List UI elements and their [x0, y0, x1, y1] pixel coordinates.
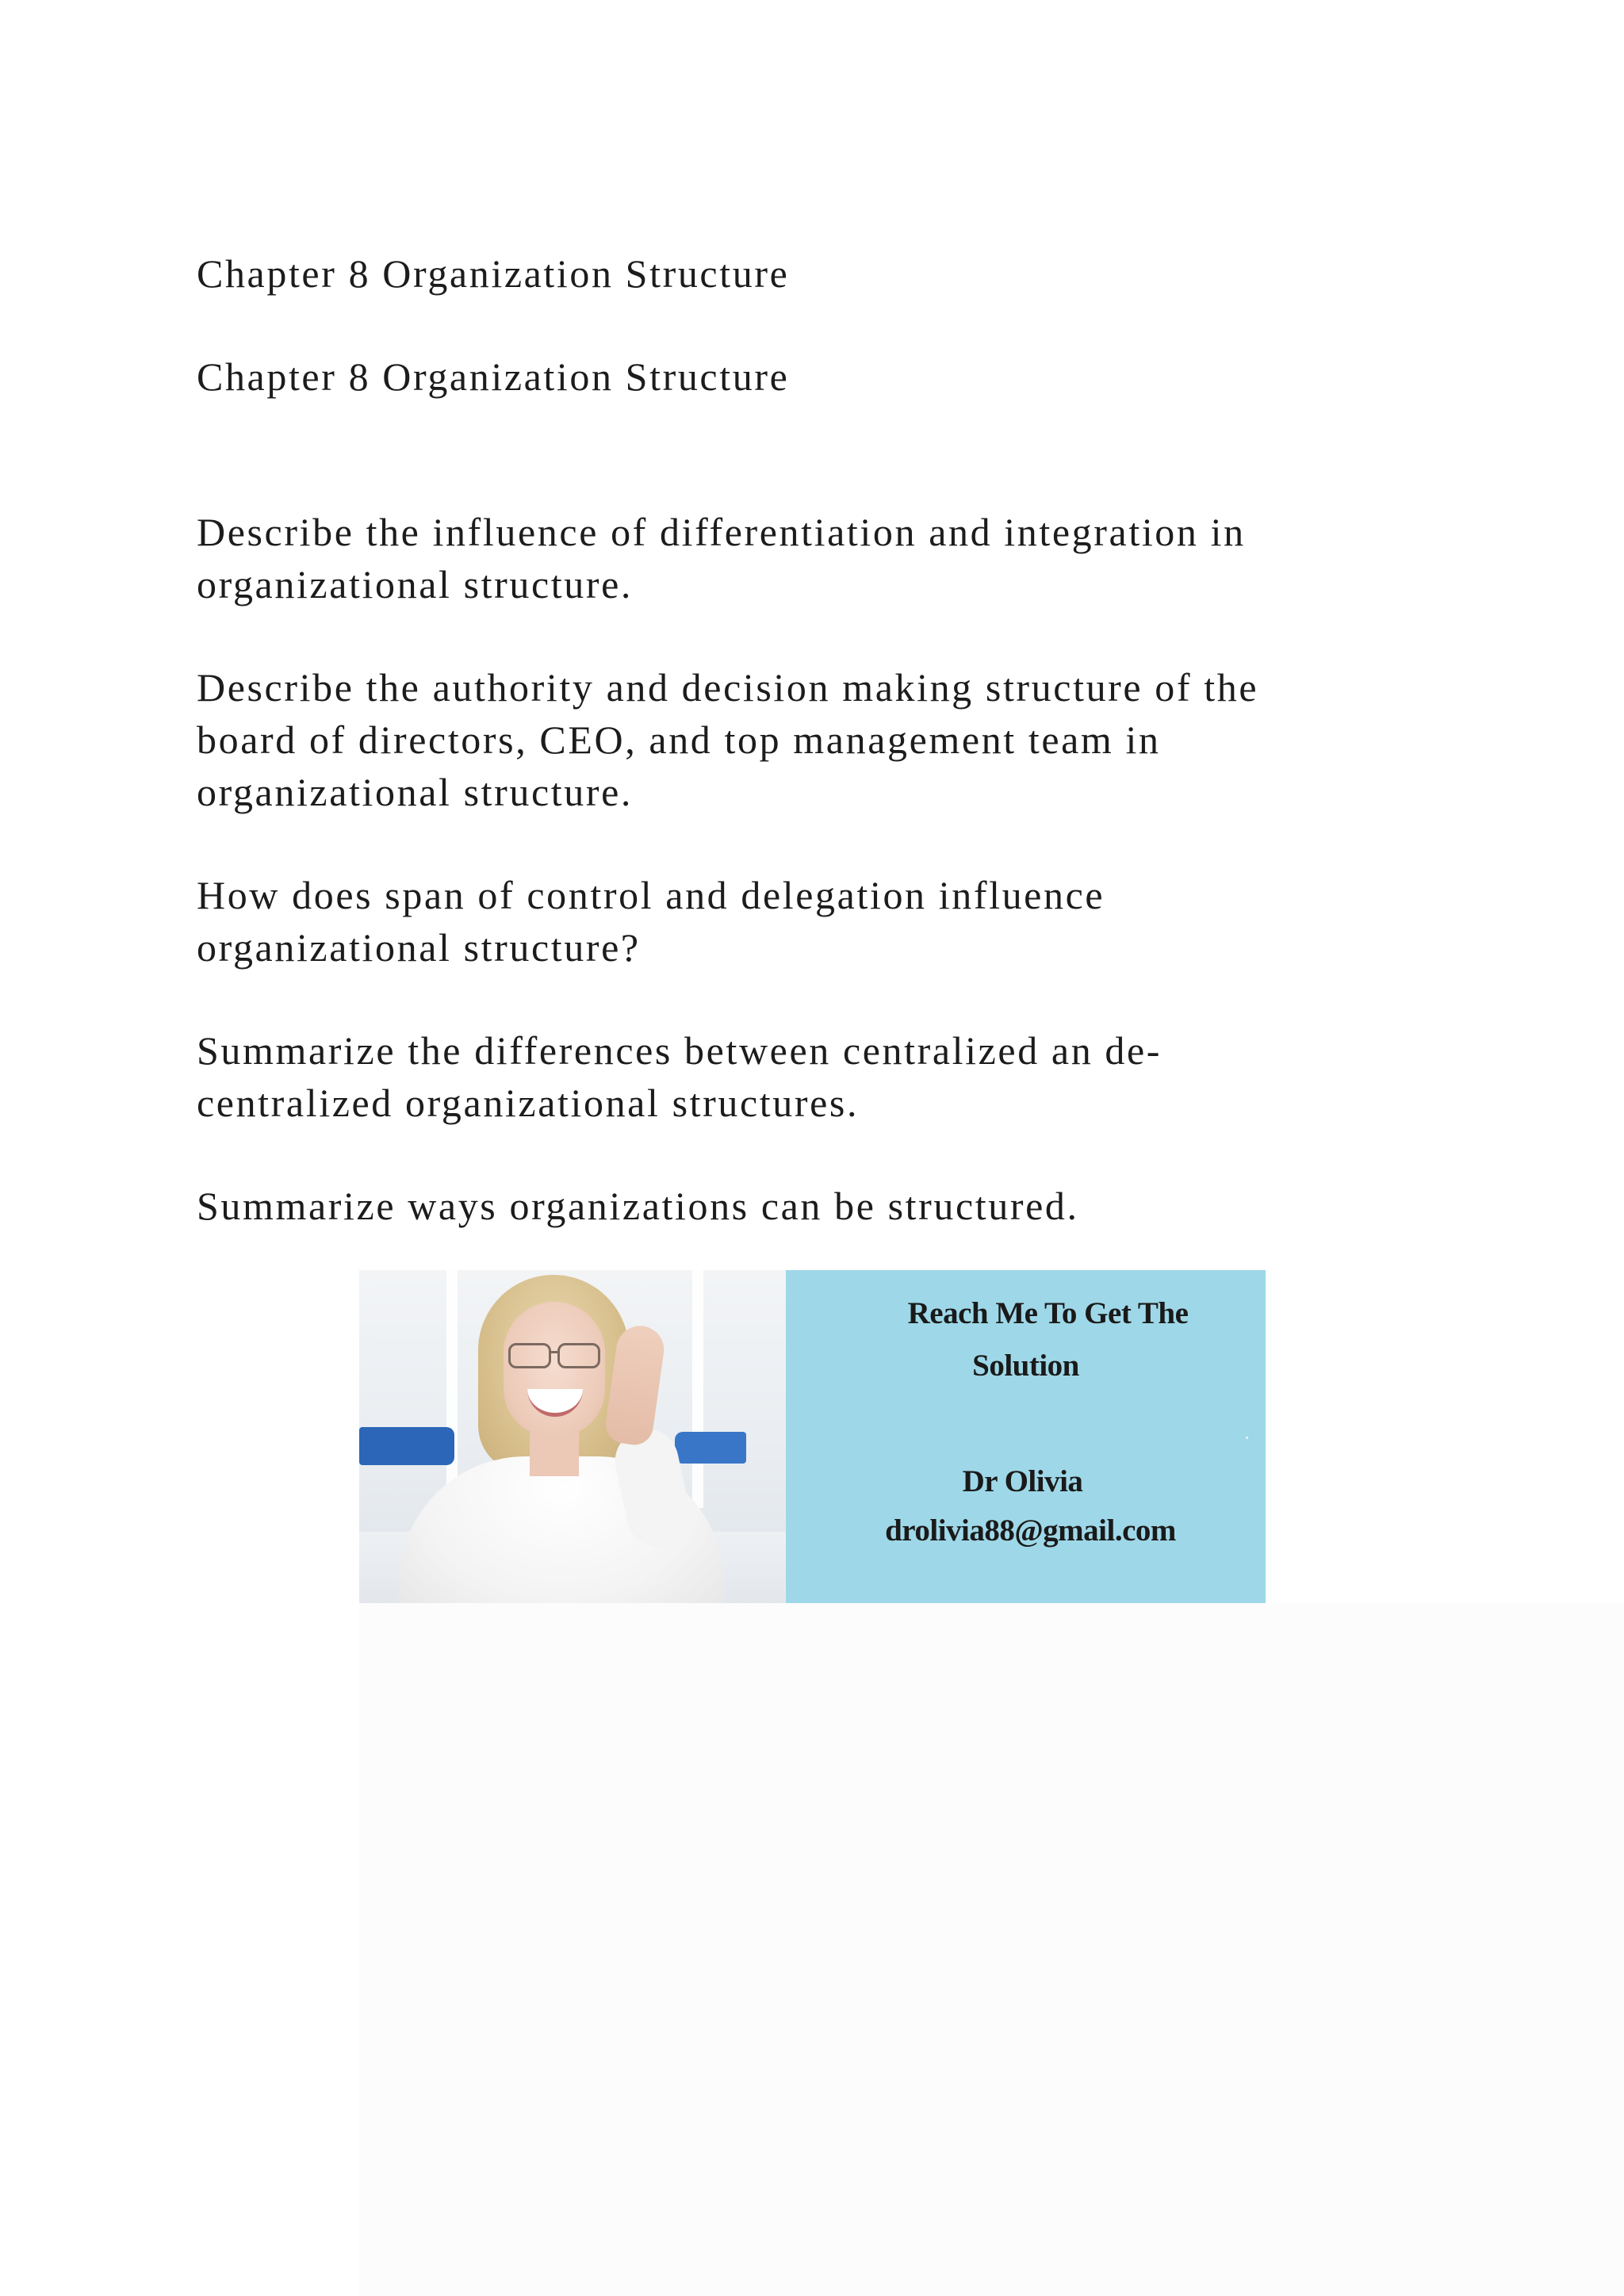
page-shade-region [359, 1603, 1624, 2296]
question-line: Describe the authority and decision making structure of the [197, 665, 1259, 710]
question-line: board of directors, CEO, and top management team in [197, 718, 1161, 762]
question-line: organizational structure. [197, 562, 634, 607]
chair-shape [675, 1432, 746, 1464]
chair-shape [359, 1427, 454, 1465]
contact-email: drolivia88@gmail.com [885, 1513, 1176, 1548]
question-line: Describe the influence of differentiation and integration in [197, 510, 1246, 554]
question-1 [197, 506, 1434, 610]
question-4 [197, 1024, 1434, 1129]
question-3 [197, 869, 1434, 974]
speck-mark [1246, 1437, 1248, 1439]
chapter-title: Chapter 8 Organization Structure [197, 251, 790, 296]
woman-photo [359, 1270, 786, 1603]
question-line: organizational structure. [197, 770, 634, 814]
question-line: centralized organizational structures. [197, 1081, 860, 1125]
window-frame [692, 1270, 703, 1508]
question-line: organizational structure? [197, 925, 641, 970]
question-2 [197, 661, 1434, 818]
question-line: Summarize the differences between centralized an de- [197, 1028, 1162, 1073]
chapter-title-repeat: Chapter 8 Organization Structure [197, 354, 790, 399]
question-5 [197, 1180, 1434, 1232]
document-body [197, 247, 1434, 1232]
contact-name: Dr Olivia [962, 1464, 1083, 1498]
contact-info-panel [786, 1270, 1266, 1603]
glasses-icon [508, 1343, 600, 1367]
window-frame [446, 1270, 458, 1508]
banner-headline-2: Solution [972, 1349, 1079, 1383]
question-line: How does span of control and delegation influence [197, 873, 1105, 917]
contact-banner [359, 1270, 1266, 1603]
question-line: Summarize ways organizations can be structured. [197, 1184, 1079, 1228]
banner-headline: Reach Me To Get The [907, 1296, 1189, 1330]
